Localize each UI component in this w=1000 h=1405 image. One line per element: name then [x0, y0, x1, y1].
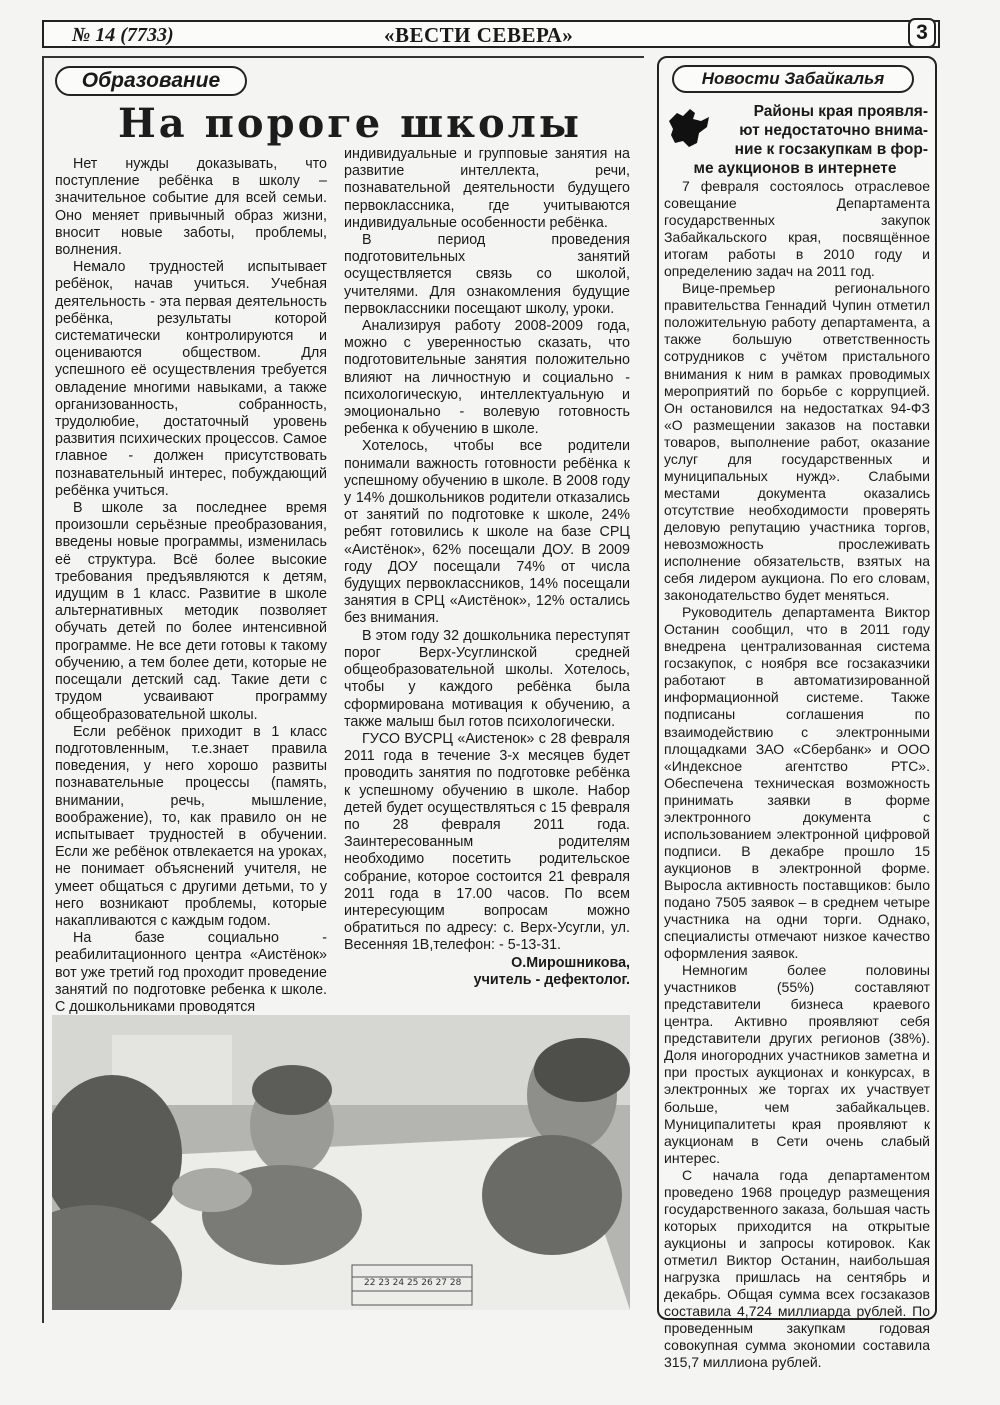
headline-line: ют недостаточно внима- [739, 122, 928, 139]
photo-illustration [52, 1015, 630, 1310]
author-role: учитель - дефектолог. [473, 971, 630, 988]
page-number: 3 [908, 18, 936, 48]
paragraph: С начала года департаментом проведено 1968 процедур размещения государственного заказа, большая часть которых приходится на открытые аукционы и запросы котировок. Как отметил Виктор Останин, наибольшая нагрузка пришлась на сентябрь и декабрь. Общая сумма всех госзаказов составила 4,724 миллиарда рублей. По проведенным закупкам годовая совокупная сумма экономии составила 315,7 миллиона рублей. [664, 1166, 930, 1371]
paragraph: В школе за последнее время произошли серьёзные преобразования, введены новые программы, изменилась её структура. Всё более высокие требования предъявляются к детям, идущим в 1 класс. Развитие в школе альтернативных методик позволяет обучать детей по более интенсивной программе. Не все дети готовы к такому обучению, а тем более дети, которые не посещали детский сад. Такие дети с трудом усваивают программу общеобразовательной школы. [55, 500, 327, 723]
newspaper-name: «ВЕСТИ СЕВЕРА» [384, 23, 574, 47]
headline-line: ме аукционов в интернете [693, 160, 897, 177]
paragraph: На базе социально - реабилитационного центра «Аистёнок» вот уже третий год проходит проведение занятий по подготовке ребенка к школе. С дошкольниками проводятся [55, 930, 327, 1015]
paragraph: Нет нужды доказывать, что поступление ребёнка в школу – значительное событие для всей семьи. Оно меняет привычный образ жизни, вносит новые заботы, проблемы, волнения. [55, 156, 327, 259]
paragraph: Руководитель департамента Виктор Останин сообщил, что в 2011 году внедрена централизованная система госзакупок, с ноября все госзаказчики работают в автоматизированной информационной системе. Также подписаны соглашения по взаимодействию с электронными площадками ЗАО «Сбербанк» и ООО «Индексное агентство РТС». Обеспечена техническая возможность принимать заявки в форме электронного документа с использованием электронной цифровой подписи. В декабре прошло 15 аукционов в электронной форме. Выросла активность поставщиков: было подано 7505 заявок – в среднем четыре участника на одни торги. Однако, специалисты отмечают низкое качество оформления заявок. [664, 604, 930, 962]
headline-line: ние к госзакупкам в фор- [734, 141, 928, 158]
sidebar-rubric: Новости Забайкалья [672, 65, 914, 93]
article-column-2 [344, 146, 630, 989]
issue-number: № 14 (7733) [72, 24, 174, 46]
paragraph: 7 февраля состоялось отраслевое совещание Департамента государственных закупок Забайкальского края, посвящённое итогам работы в 2010 году и определению задач на 2011 год. [664, 178, 930, 280]
paragraph: ГУСО ВУСРЦ «Аистенок» с 28 февраля 2011 года в течение 3-х месяцев будет проводить занятия по подготовке ребёнка к успешному обучению в школе. Набор детей будет осуществляться с 15 февраля по 28 февраля 2011 года. Заинтересованным родителям необходимо посетить родительское собрание, которое состоится 21 февраля 2011 года в 17.00 часов. По всем интересующим вопросам можно обратиться по адресу: с. Верх-Усугли, ул. Весенняя 1В,телефон: - 5-13-31. [344, 730, 630, 954]
article-column-1 [55, 156, 327, 1016]
section-rubric: Образование [55, 66, 247, 96]
paragraph: Анализируя работу 2008-2009 года, можно с уверенностью сказать, что подготовительные занятия положительно влияют на личностную и социально - психологическую, интеллектуальную и эмоционально - волевую готовность ребенка к обучению в школе. [344, 318, 630, 438]
sidebar-column [664, 178, 930, 1371]
paragraph: В этом году 32 дошкольника переступят порог Верх-Усуглинской средней общеобразовательной школы. Хотелось, чтобы у каждого ребёнка была сформирована мотивация к обучению, а также малыш был готов психологически. [344, 627, 630, 730]
paragraph: Немало трудностей испытывает ребёнок, начав учиться. Учебная деятельность - эта первая деятельность ребёнка, результаты которой систематически контролируются и оцениваются обществом. Для успешного её осуществления требуется овладение многими навыками, а также организованность, собранность, трудолюбие, достаточный уровень развития психических процессов. Самое главное - должен присутствовать познавательный интерес, побуждающий ребёнка учиться. [55, 259, 327, 499]
paragraph: Хотелось, чтобы все родители понимали важность готовности ребёнка к успешному обучению в школе. В 2008 году у 14% дошкольников родители отказались от занятий по подготовке к школе, 24% ребят готовились к школе на базе СРЦ «Аистёнок», 62% посещали ДОУ. В 2009 году ДОУ посещали 74% от числа будущих первоклассников, 14% посещали занятия в СРЦ «Аистёнок», 12% остались без внимания. [344, 438, 630, 627]
author-name: О.Мирошникова, [511, 954, 630, 971]
sidebar-headline [662, 102, 928, 178]
paragraph: индивидуальные и групповые занятия на развитие интеллекта, речи, познавательной деятельности будущего первоклассника, где учитываются индивидуальные особенности ребёнка. [344, 146, 630, 231]
paragraph: В период проведения подготовительных занятий осуществляется связь со школой, учителями. Для ознакомления будущие первоклассники посещают школу, уроки. [344, 232, 630, 317]
paragraph: Если ребёнок приходит в 1 класс подготовленным, т.е.знает правила поведения, у него хорошо развиты познавательные процессы (память, внимании, речь, мышление, воображение), то, как правило он не испытывает трудностей в обучении. Если же ребёнок отвлекается на уроках, не понимает объяснений учителя, не умеет общаться с другими детьми, то у него возникают проблемы, которые накапливаются с каждым годом. [55, 723, 327, 929]
article-headline: На пороге школы [118, 100, 582, 147]
paragraph: Вице-премьер регионального правительства Геннадий Чупин отметил положительную работу департамента, а также большую ответственность сотрудников с учётом пристального внимания к ним в рамках проводимых мероприятий по борьбе с коррупцией. Он остановился на недостатках 94-ФЗ «О размещении заказов на поставки товаров, выполнение работ, оказание услуг для государственных и муниципальных нужд». Слабыми местами документа оказались отсутствие необходимости проверять деловую репутацию участника торгов, невозможность прослеживать исполнение обязательств, взятых на себя лидером аукциона. По его словам, законодательство будет меняться. [664, 280, 930, 604]
paragraph: Немногим более половины участников (55%) составляют представители бизнеса краевого центра. Активно проявляют себя представители других регионов (38%). Доля иногородних участников заметна и при простых аукционах и конкурсах, в электронных же торгах их участвует больше, чем забайкальцев. Муниципалитеты края проявляют к аукционам в Сети очень слабый интерес. [664, 962, 930, 1166]
children-photo [52, 1015, 630, 1310]
masthead [42, 20, 940, 48]
photo-date-marks: 22 23 24 25 26 27 28 [364, 1278, 462, 1288]
headline-line: Районы края проявля- [753, 103, 928, 120]
